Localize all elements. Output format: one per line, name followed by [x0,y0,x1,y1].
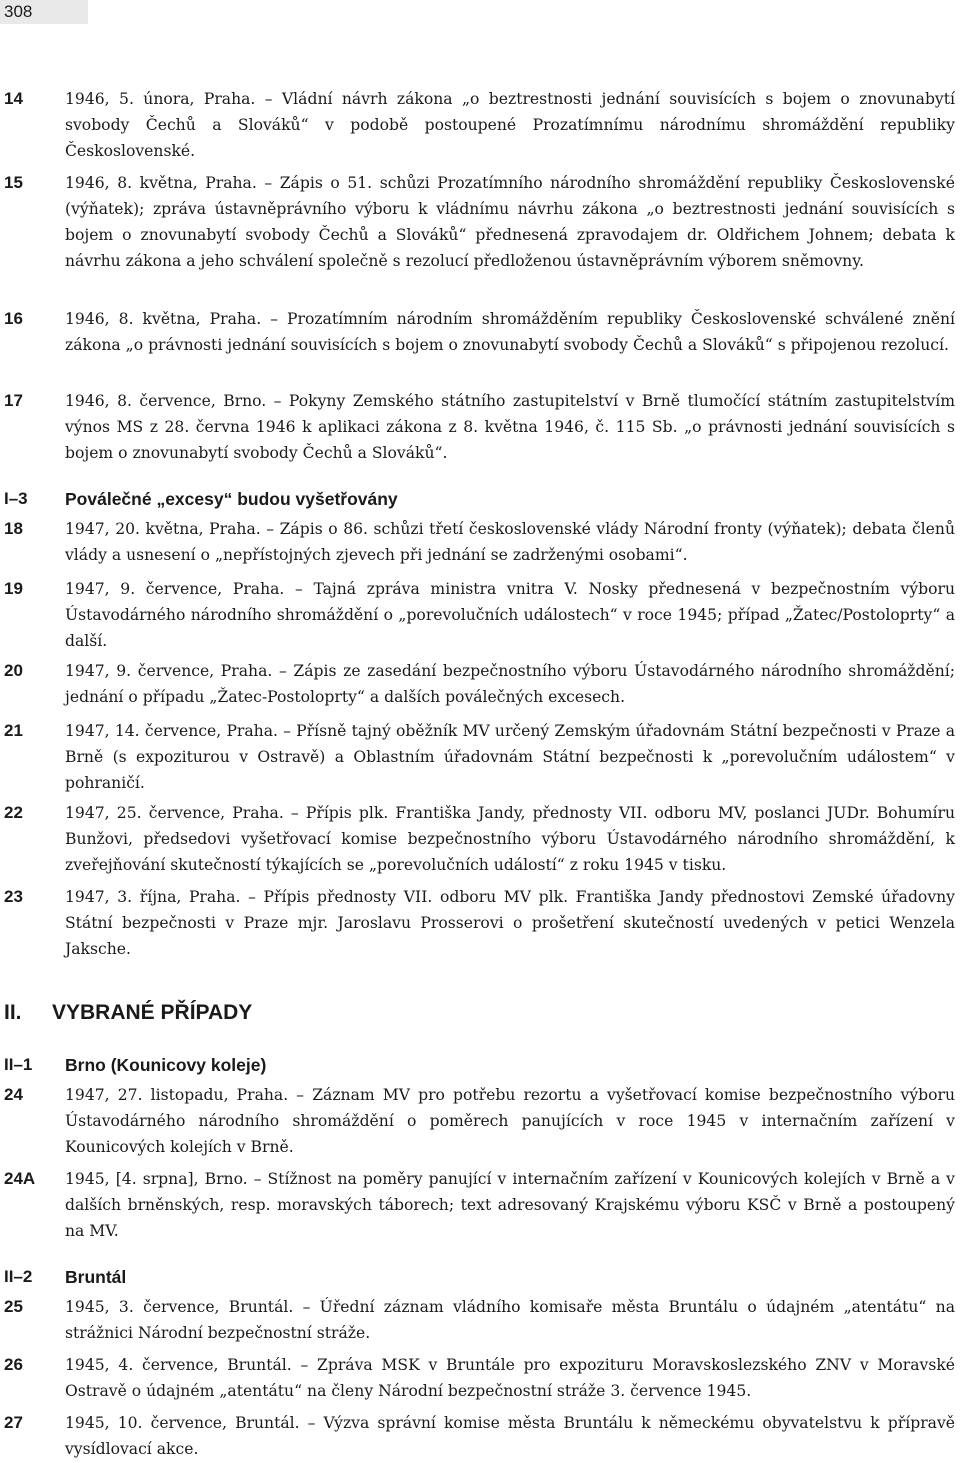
entry-number: 22 [4,803,23,822]
entry-text: 1947, 3. října, Praha. – Přípis přednosty VII. odboru MV plk. Františka Jandy přednostovi Zemské úřadovny Státní bezpečnosti v Praze mjr. Jaroslavu Prosserovi o prošetření skutečností uvedených v petici Wenzela Jaksche. [65,888,955,958]
entry-text: 1945, 10. července, Bruntál. – Výzva správní komise města Bruntálu k německému obyvatelstvu k přípravě vysídlovací akce. [65,1414,955,1458]
entry-number: 24 [4,1085,23,1104]
entry-text: 1947, 20. května, Praha. – Zápis o 86. schůzi třetí československé vlády Národní fronty (výňatek); debata členů vlády a usnesení o „nepřístojných zjevech při jednání se zadrženými osobami“. [65,520,955,564]
entry-text: 1946, 5. února, Praha. – Vládní návrh zákona „o beztrestnosti jednání souvisících s bojem o znovunabytí svobody Čechů a Slováků“ v podobě postoupené Prozatímnímu národnímu shromáždění republiky Československé. [65,90,955,160]
section-title: Poválečné „excesy“ budou vyšetřovány [65,489,398,509]
entry-number: 15 [4,173,23,192]
section-number: II–2 [4,1267,33,1286]
entry-text: 1947, 14. července, Praha. – Přísně tajný oběžník MV určený Zemským úřadovnám Státní bezpečnosti v Praze a Brně (s expoziturou v Ostravě) a Oblastním úřadovnám Státní bezpečnosti k „porevolučním událostem“ v pohraničí. [65,722,955,792]
entry-text: 1946, 8. července, Brno. – Pokyny Zemského státního zastupitelství v Brně tlumočící státním zastupitelstvím výnos MS z 28. června 1946 k aplikaci zákona z 8. května 1946, č. 115 Sb. „o právnosti jednání souvisících s bojem o znovunabytí svobody Čechů a Slováků“. [65,392,955,462]
entry-text: 1946, 8. května, Praha. – Prozatímním národním shromážděním republiky Československé schválené znění zákona „o právnosti jednání souvisících s bojem o znovunabytí svobody Čechů a Slováků“ s připojenou rezolucí. [65,310,955,354]
entry-text: 1947, 27. listopadu, Praha. – Záznam MV pro potřebu rezortu a vyšetřovací komise bezpečnostního výboru Ústavodárného národního shromáždění o poměrech panujících v roce 1945 v internačním zařízení v Kounicových kolejích v Brně. [65,1086,955,1156]
entry-number: 16 [4,309,23,328]
part-number: II. [4,1001,22,1024]
section-number: I–3 [4,489,28,508]
entry-text: 1947, 9. července, Praha. – Tajná zpráva ministra vnitra V. Nosky přednesená v bezpečnostním výboru Ústavodárného národního shromáždění o „porevolučních událostech“ v roce 1945; případ „Žatec/Postoloprty“ a další. [65,580,955,650]
entry-text: 1945, 4. července, Bruntál. – Zpráva MSK v Bruntále pro expozituru Moravskoslezského ZNV v Moravské Ostravě o údajném „atentátu“ na členy Národní bezpečnostní stráže 3. července 1945. [65,1356,955,1400]
entry-number: 14 [4,89,23,108]
entry-number: 25 [4,1297,23,1316]
section-title: Bruntál [65,1267,127,1287]
entry-number: 19 [4,579,23,598]
entry-text: 1945, 3. července, Bruntál. – Úřední záznam vládního komisaře města Bruntálu o údajném „atentátu“ na strážnici Národní bezpečnostní stráže. [65,1298,955,1342]
page-number: 308 [0,0,88,24]
entry-text: 1946, 8. května, Praha. – Zápis o 51. schůzi Prozatímního národního shromáždění republiky Československé (výňatek); zpráva ústavněprávního výboru k vládnímu návrhu zákona „o beztrestnosti jednání souvisících s bojem o znovunabytí svobody Čechů a Slováků“ přednesená zpravodajem dr. Oldřichem Johnem; debata k návrhu zákona a jeho schválení společně s rezolucí předloženou ústavněprávním výborem sněmovny. [65,174,955,270]
entry-number: 27 [4,1413,23,1432]
section-title: Brno (Kounicovy koleje) [65,1055,267,1075]
entry-number: 24A [4,1169,36,1188]
entry-text: 1947, 9. července, Praha. – Zápis ze zasedání bezpečnostního výboru Ústavodárného národního shromáždění; jednání o případu „Žatec-Postoloprty“ a dalších poválečných excesech. [65,662,955,706]
entry-number: 20 [4,661,23,680]
entry-number: 26 [4,1355,23,1374]
entry-number: 21 [4,721,23,740]
entry-number: 18 [4,519,23,538]
entry-text: 1945, [4. srpna], Brno. – Stížnost na poměry panující v internačním zařízení v Kounicových kolejích v Brně a v dalších brněnských, resp. moravských táborech; text adresovaný Krajskému výboru KSČ v Brně a postoupený na MV. [65,1170,955,1240]
entry-number: 23 [4,887,23,906]
entry-number: 17 [4,391,23,410]
part-title: VYBRANÉ PŘÍPADY [52,1001,253,1024]
entry-text: 1947, 25. července, Praha. – Přípis plk. Františka Jandy, přednosty VII. odboru MV, poslanci JUDr. Bohumíru Bunžovi, předsedovi vyšetřovací komise bezpečnostního výboru Ústavodárného národního shromáždění, k zveřejňování skutečností týkajících se „porevolučních událostí“ z roku 1945 v tisku. [65,804,955,874]
section-number: II–1 [4,1055,33,1074]
